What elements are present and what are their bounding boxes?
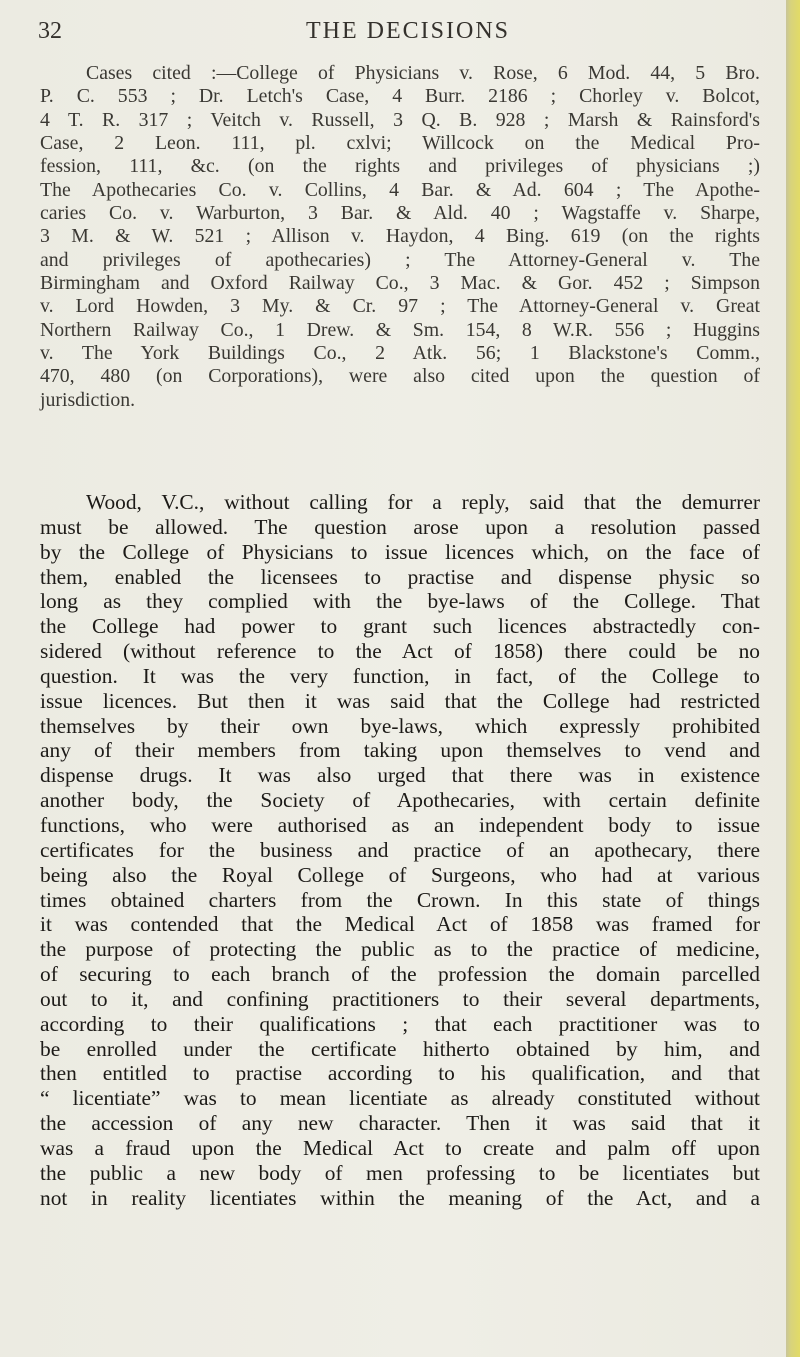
text-line: long as they complied with the bye-laws of the College. That	[40, 589, 760, 614]
text-line: was a fraud upon the Medical Act to create and palm off upon	[40, 1135, 760, 1160]
text-line: Birmingham and Oxford Railway Co., 3 Mac. & Gor. 452 ; Simpson	[40, 272, 760, 295]
text-line: the purpose of protecting the public as to the practice of medicine,	[40, 937, 760, 962]
text-line: times obtained charters from the Crown. In this state of things	[40, 887, 760, 912]
text-line: P. C. 553 ; Dr. Letch's Case, 4 Burr. 2186 ; Chorley v. Bolcot,	[40, 85, 760, 108]
text-line: themselves by their own bye-laws, which expressly prohibited	[40, 713, 760, 738]
page-header	[38, 18, 778, 48]
text-line: be enrolled under the certificate hitherto obtained by him, and	[40, 1036, 760, 1061]
page-binding-edge	[786, 0, 800, 1357]
text-line: Case, 2 Leon. 111, pl. cxlvi; Willcock on the Medical Pro-	[40, 132, 760, 155]
text-line: 470, 480 (on Corporations), were also cited upon the question of	[40, 365, 760, 388]
text-line: issue licences. But then it was said that the College had restricted	[40, 688, 760, 713]
text-line: Cases cited :—College of Physicians v. Rose, 6 Mod. 44, 5 Bro.	[86, 62, 760, 84]
text-line: of securing to each branch of the profession the domain parcelled	[40, 962, 760, 987]
text-line: and privileges of apothecaries) ; The Attorney-General v. The	[40, 248, 760, 271]
running-head: THE DECISIONS	[306, 18, 510, 44]
text-line: them, enabled the licensees to practise and dispense physic so	[40, 564, 760, 589]
text-line: functions, who were authorised as an independent body to issue	[40, 812, 760, 837]
text-line: it was contended that the Medical Act of 1858 was framed for	[40, 912, 760, 937]
text-line: sidered (without reference to the Act of 1858) there could be no	[40, 639, 760, 664]
text-line: by the College of Physicians to issue licences which, on the face of	[40, 539, 760, 564]
text-line: Northern Railway Co., 1 Drew. & Sm. 154, 8 W.R. 556 ; Huggins	[40, 318, 760, 341]
text-line: the College had power to grant such licences abstractedly con-	[40, 614, 760, 639]
page-number: 32	[38, 18, 62, 44]
text-line: certificates for the business and practice of an apothecary, there	[40, 837, 760, 862]
text-line: being also the Royal College of Surgeons, who had at various	[40, 862, 760, 887]
text-line: any of their members from taking upon themselves to vend and	[40, 738, 760, 763]
cases-cited-paragraph	[40, 62, 760, 412]
text-line: another body, the Society of Apothecaries, with certain definite	[40, 788, 760, 813]
text-line: out to it, and confining practitioners to their several departments,	[40, 986, 760, 1011]
text-line: v. The York Buildings Co., 2 Atk. 56; 1 Blackstone's Comm.,	[40, 342, 760, 365]
text-line: according to their qualifications ; that each practitioner was to	[40, 1011, 760, 1036]
text-line: “ licentiate” was to mean licentiate as already constituted without	[40, 1086, 760, 1111]
text-line: dispense drugs. It was also urged that there was in existence	[40, 763, 760, 788]
judgment-paragraph	[40, 490, 760, 1210]
text-line: caries Co. v. Warburton, 3 Bar. & Ald. 40 ; Wagstaffe v. Sharpe,	[40, 202, 760, 225]
text-line: not in reality licentiates within the meaning of the Act, and a	[40, 1185, 760, 1210]
text-line: Wood, V.C., without calling for a reply, said that the demurrer	[86, 490, 760, 514]
text-line: must be allowed. The question arose upon a resolution passed	[40, 514, 760, 539]
text-line: v. Lord Howden, 3 My. & Cr. 97 ; The Attorney-General v. Great	[40, 295, 760, 318]
text-line: 4 T. R. 317 ; Veitch v. Russell, 3 Q. B. 928 ; Marsh & Rainsford's	[40, 108, 760, 131]
text-line: jurisdiction.	[40, 388, 136, 411]
text-line: 3 M. & W. 521 ; Allison v. Haydon, 4 Bing. 619 (on the rights	[40, 225, 760, 248]
text-line: then entitled to practise according to his qualification, and that	[40, 1061, 760, 1086]
text-line: fession, 111, &c. (on the rights and privileges of physicians ;)	[40, 155, 760, 178]
text-line: question. It was the very function, in fact, of the College to	[40, 663, 760, 688]
text-line: The Apothecaries Co. v. Collins, 4 Bar. & Ad. 604 ; The Apothe-	[40, 178, 760, 201]
text-line: the accession of any new character. Then it was said that it	[40, 1111, 760, 1136]
text-line: the public a new body of men professing to be licentiates but	[40, 1160, 760, 1185]
